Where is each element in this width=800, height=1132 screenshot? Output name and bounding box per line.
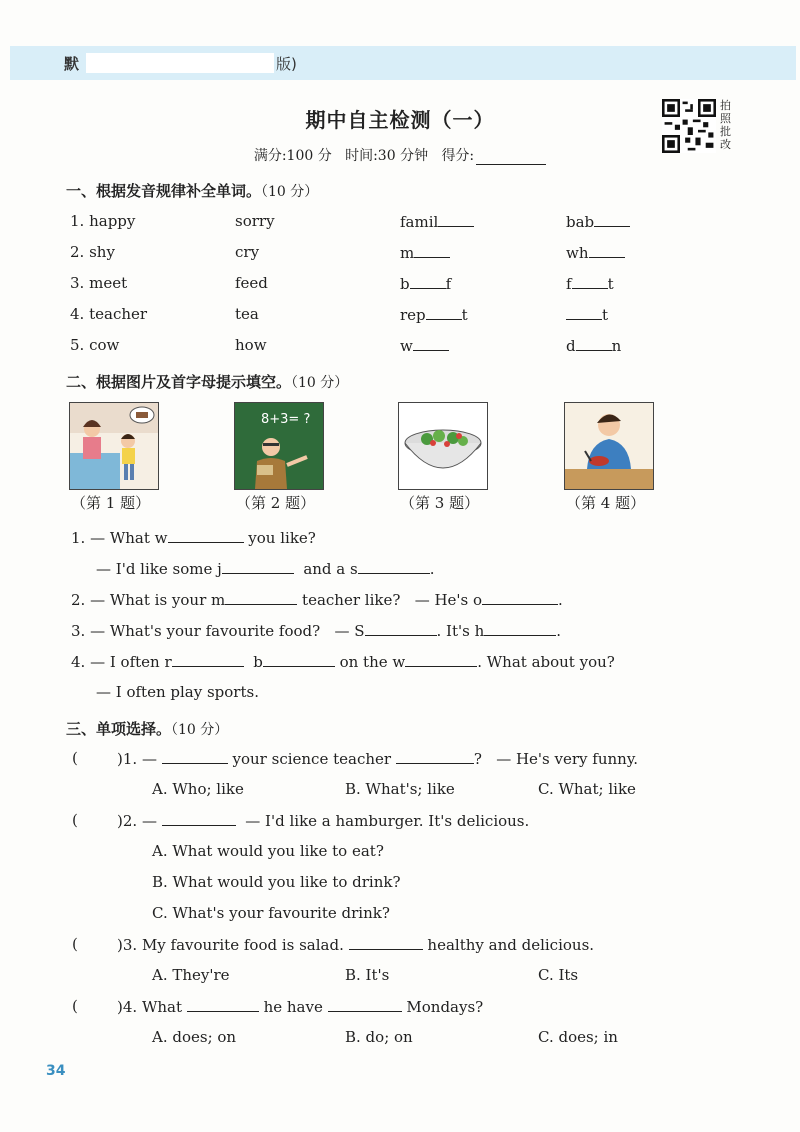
- q3-text-2: healthy and delicious.: [427, 936, 595, 954]
- q1-q: ?: [473, 750, 482, 768]
- example-word: sorry: [235, 212, 275, 230]
- q2-paren-close: ): [117, 812, 123, 830]
- example-word: meet: [89, 274, 128, 292]
- section3-heading: [66, 718, 228, 739]
- s2-l2-a: — I'd like some j: [96, 560, 222, 578]
- row-number: 2.: [70, 243, 85, 261]
- s2-l3-b: teacher like?: [302, 591, 401, 609]
- blank-m[interactable]: [225, 590, 297, 605]
- q3-option-b[interactable]: B. It's: [345, 966, 390, 984]
- q3-text-1: My favourite food is salad.: [141, 936, 344, 954]
- s2-l4-b: — S: [334, 622, 365, 640]
- word-row-5-d: [566, 336, 621, 355]
- blackboard-text: 8+3= ?: [261, 412, 311, 427]
- q2-line: [117, 811, 529, 830]
- q2-paren-open[interactable]: (: [72, 811, 78, 829]
- word-row-1-a: [70, 212, 135, 230]
- blank-w2[interactable]: [405, 652, 477, 667]
- full-score: 满分:100 分: [253, 148, 332, 164]
- page-title: 期中自主检测（一）: [305, 108, 495, 132]
- q3-line: [117, 935, 594, 954]
- q4-blank-2[interactable]: [328, 997, 402, 1012]
- time-limit: 时间:30 分钟: [345, 148, 429, 164]
- s2-l1-a: 1. — What w: [71, 529, 168, 547]
- s2-line-3: [71, 590, 563, 609]
- s2-l5-d: . What about you?: [477, 653, 615, 671]
- example-word: how: [235, 336, 267, 354]
- q2-blank[interactable]: [162, 811, 236, 826]
- s2-l2-b: and a s: [303, 560, 358, 578]
- q1-option-c[interactable]: C. What; like: [538, 780, 636, 798]
- q4-option-a[interactable]: A. does; on: [152, 1028, 237, 1046]
- word-start: f: [566, 275, 572, 293]
- blank-r[interactable]: [172, 652, 244, 667]
- caption-2: （第 2 题）: [236, 494, 316, 512]
- section1-points: （10 分）: [261, 184, 319, 200]
- picture-3-salad-bowl: [398, 402, 488, 490]
- q4-text-1: What: [141, 998, 183, 1016]
- example-word: shy: [89, 243, 115, 261]
- section2-heading: [66, 371, 348, 392]
- q2-option-a[interactable]: A. What would you like to eat?: [152, 842, 384, 860]
- picture-2-teacher-blackboard: [234, 402, 324, 490]
- q2-dash: —: [141, 812, 157, 830]
- q4-num: 4.: [122, 998, 138, 1016]
- word-start: m: [400, 244, 415, 262]
- q1-blank-1[interactable]: [162, 749, 228, 764]
- q1-text: your science teacher: [232, 750, 392, 768]
- s2-l4-c: . It's h: [436, 622, 485, 640]
- s2-line-6: — I often play sports.: [96, 683, 259, 701]
- example-word: cry: [235, 243, 260, 261]
- q4-option-c[interactable]: C. does; in: [538, 1028, 618, 1046]
- word-row-4-d: [566, 305, 608, 324]
- example-word: cow: [89, 336, 120, 354]
- row-number: 1.: [70, 212, 85, 230]
- q2-num: 2.: [122, 812, 138, 830]
- blank-o[interactable]: [482, 590, 558, 605]
- word-row-1-d: [566, 212, 630, 231]
- word-row-1-c: [400, 212, 474, 231]
- word-end: t: [461, 306, 468, 324]
- example-word: tea: [235, 305, 259, 323]
- example-word: happy: [89, 212, 136, 230]
- q3-num: 3.: [122, 936, 138, 954]
- letter-blank[interactable]: [410, 274, 446, 289]
- s2-line-1: [71, 528, 316, 547]
- blank-w[interactable]: [168, 528, 244, 543]
- q4-text-3: Mondays?: [406, 998, 484, 1016]
- score-label: 得分:: [441, 148, 475, 164]
- example-word: teacher: [89, 305, 148, 323]
- s2-l4-a: 3. — What's your favourite food?: [71, 622, 321, 640]
- q3-option-a[interactable]: A. They're: [152, 966, 230, 984]
- blank-j[interactable]: [222, 559, 294, 574]
- section1-heading: [66, 180, 318, 201]
- q4-text-2: he have: [263, 998, 323, 1016]
- word-row-3-a: [70, 274, 127, 292]
- letter-blank[interactable]: [566, 305, 602, 320]
- q4-paren-close: ): [117, 998, 123, 1016]
- word-row-3-b: [235, 274, 268, 292]
- word-end: f: [445, 275, 452, 293]
- word-row-5-a: [70, 336, 119, 354]
- word-start: b: [400, 275, 410, 293]
- s2-l5-a: 4. — I often r: [71, 653, 172, 671]
- word-row-2-b: [235, 243, 259, 261]
- q4-paren-open[interactable]: (: [72, 997, 78, 1015]
- word-start: wh: [566, 244, 589, 262]
- section2-points: （10 分）: [291, 375, 349, 391]
- section1-title: 一、根据发音规律补全单词。: [66, 182, 262, 200]
- word-row-4-c: [400, 305, 468, 324]
- s2-l2-c: .: [429, 560, 435, 578]
- qr-code-icon[interactable]: [662, 99, 716, 153]
- picture-4-boy-eating: [564, 402, 654, 490]
- s2-l3-c: — He's o: [414, 591, 483, 609]
- word-start: d: [566, 337, 576, 355]
- letter-blank[interactable]: [576, 336, 612, 351]
- letter-blank[interactable]: [414, 243, 450, 258]
- word-row-3-c: [400, 274, 451, 293]
- word-row-3-d: [566, 274, 614, 293]
- word-row-4-b: [235, 305, 259, 323]
- row-number: 3.: [70, 274, 85, 292]
- s2-l4-d: .: [556, 622, 562, 640]
- q1-option-a[interactable]: A. Who; like: [152, 780, 244, 798]
- example-word: feed: [235, 274, 268, 292]
- q4-blank-1[interactable]: [187, 997, 259, 1012]
- section3-title: 三、单项选择。: [66, 720, 172, 738]
- s2-l3-d: .: [558, 591, 563, 609]
- word-row-5-c: [400, 336, 449, 355]
- q4-option-b[interactable]: B. do; on: [345, 1028, 413, 1046]
- q1-dash: —: [141, 750, 157, 768]
- blank-s[interactable]: [358, 559, 430, 574]
- s2-l5-c: on the w: [339, 653, 406, 671]
- score-blank[interactable]: [476, 150, 546, 165]
- row-number: 4.: [70, 305, 85, 323]
- letter-blank[interactable]: [572, 274, 608, 289]
- picture-1-family-kitchen: [69, 402, 159, 490]
- word-end: t: [607, 275, 614, 293]
- blank-h[interactable]: [484, 621, 556, 636]
- s2-l5-b: b: [253, 653, 263, 671]
- word-start: famil: [400, 213, 439, 231]
- s2-line-5: [71, 652, 615, 671]
- qr-caption: 拍照批改: [720, 99, 731, 151]
- letter-blank[interactable]: [594, 212, 630, 227]
- word-row-2-d: [566, 243, 625, 262]
- q3-blank[interactable]: [349, 935, 423, 950]
- q1-paren-open[interactable]: (: [72, 749, 78, 767]
- blank-s2[interactable]: [365, 621, 437, 636]
- section3-points: （10 分）: [171, 722, 229, 738]
- q1-answer: — He's very funny.: [496, 750, 639, 768]
- letter-blank[interactable]: [426, 305, 462, 320]
- section2-title: 二、根据图片及首字母提示填空。: [66, 373, 292, 391]
- q2-option-b[interactable]: B. What would you like to drink?: [152, 873, 401, 891]
- blank-b[interactable]: [263, 652, 335, 667]
- q1-line: [117, 749, 638, 768]
- word-start: rep: [400, 306, 426, 324]
- caption-4: （第 4 题）: [566, 494, 646, 512]
- q1-paren-close: ): [117, 750, 123, 768]
- q1-option-b[interactable]: B. What's; like: [345, 780, 455, 798]
- word-row-4-a: [70, 305, 147, 323]
- word-row-2-a: [70, 243, 115, 261]
- caption-1: （第 1 题）: [71, 494, 151, 512]
- q4-line: [117, 997, 483, 1016]
- word-row-5-b: [235, 336, 267, 354]
- s2-line-4: [71, 621, 561, 640]
- s2-l1-b: you like?: [248, 529, 316, 547]
- q2-text: — I'd like a hamburger. It's delicious.: [245, 812, 530, 830]
- q1-blank-2[interactable]: [396, 749, 474, 764]
- word-row-1-b: [235, 212, 275, 230]
- q3-option-c[interactable]: C. Its: [538, 966, 579, 984]
- letter-blank[interactable]: [438, 212, 474, 227]
- word-end: t: [602, 306, 609, 324]
- row-number: 5.: [70, 336, 85, 354]
- q1-num: 1.: [122, 750, 138, 768]
- header-edition: 版): [276, 55, 297, 73]
- s2-line-2: [96, 559, 434, 578]
- word-start: bab: [566, 213, 595, 231]
- header-series-title: 默: [64, 55, 80, 73]
- page-number: 34: [46, 1063, 66, 1079]
- word-row-2-c: [400, 243, 450, 262]
- q3-paren-open[interactable]: (: [72, 935, 78, 953]
- q2-option-c[interactable]: C. What's your favourite drink?: [152, 904, 390, 922]
- letter-blank[interactable]: [589, 243, 625, 258]
- letter-blank[interactable]: [413, 336, 449, 351]
- caption-3: （第 3 题）: [400, 494, 480, 512]
- q3-paren-close: ): [117, 936, 123, 954]
- word-end: n: [611, 337, 622, 355]
- s2-l3-a: 2. — What is your m: [71, 591, 226, 609]
- header-redaction: [86, 53, 274, 73]
- word-start: w: [400, 337, 413, 355]
